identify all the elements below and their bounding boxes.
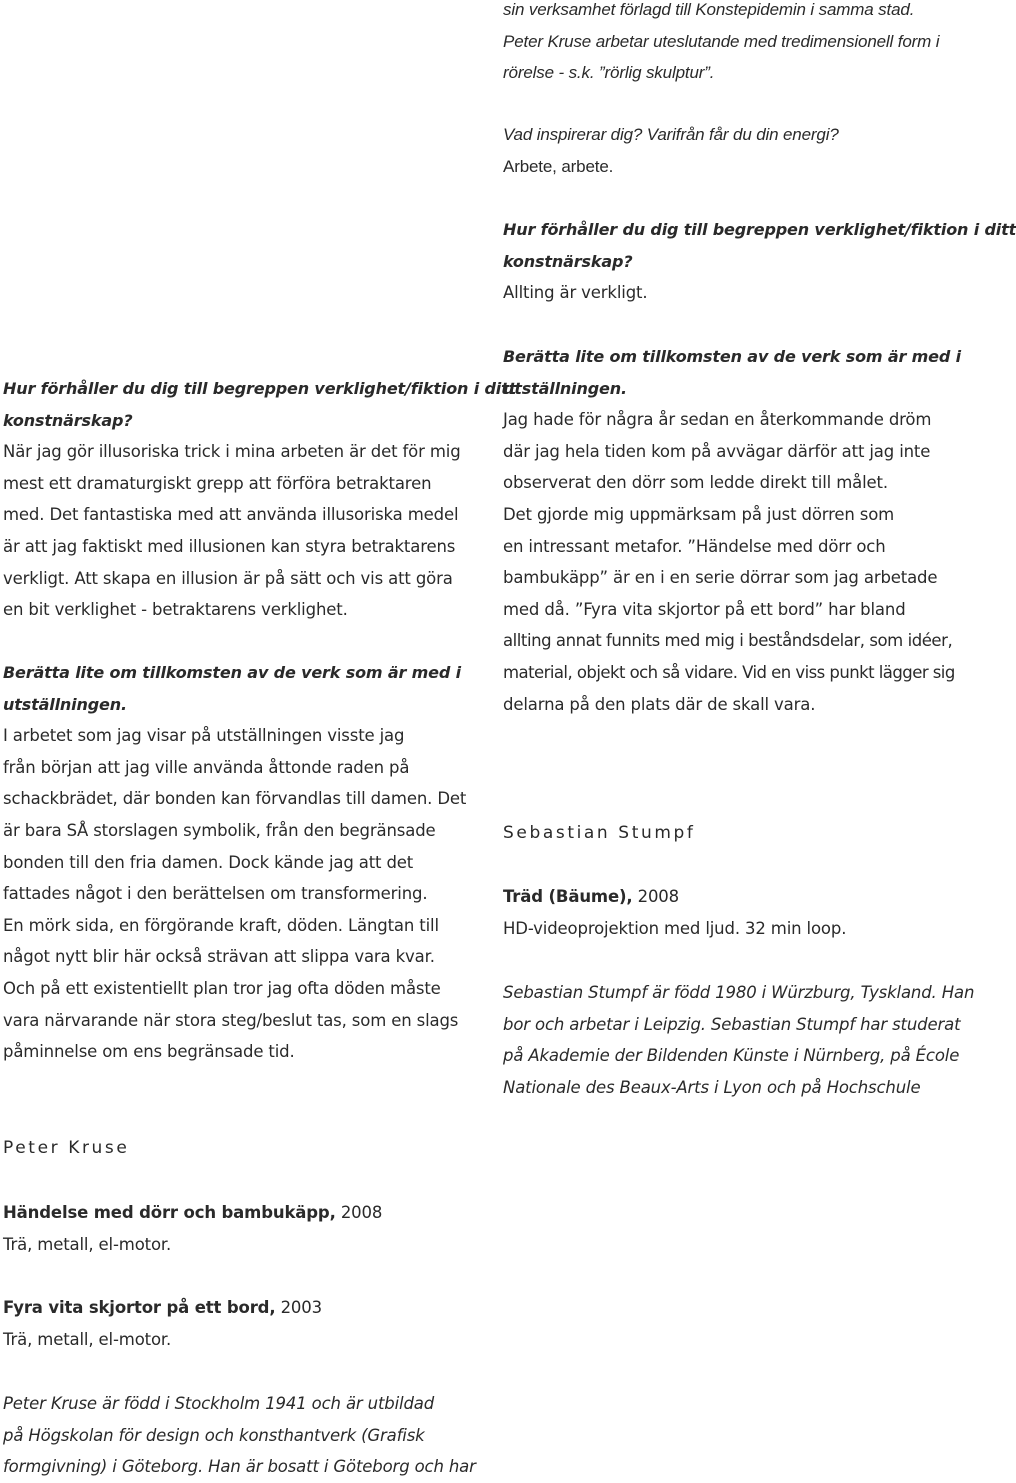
artwork-entry <box>3 1197 382 1260</box>
question-text: Vad inspirerar dig? Varifrån får du din energi? <box>503 125 839 144</box>
intro-line: Peter Kruse arbetar uteslutande med tredimensionell form i <box>503 31 940 51</box>
answer-line: En mörk sida, en förgörande kraft, döden. Längtan till <box>3 915 439 935</box>
bio-line: Peter Kruse är född i Stockholm 1941 och är utbildad <box>3 1394 435 1413</box>
question-text: Hur förhåller du dig till begreppen verklighet/fiktion i ditt <box>3 379 517 398</box>
answer-line: verkligt. Att skapa en illusion är på sätt och vis att göra <box>3 568 453 588</box>
answer-line: från början att jag ville använda åttonde raden på <box>3 757 410 777</box>
artwork-year: 2003 <box>275 1298 322 1317</box>
question-text: Berätta lite om tillkomsten av de verk som är med i <box>3 663 461 682</box>
answer-text: Arbete, arbete. <box>503 156 614 176</box>
answer-line: bonden till den fria damen. Dock kände jag att det <box>3 852 414 872</box>
answer-line: I arbetet som jag visar på utställningen visste jag <box>3 726 405 746</box>
artwork-year: 2008 <box>632 887 680 906</box>
left-interview-reality <box>3 373 516 626</box>
question-text: utställningen. <box>3 694 127 714</box>
bio-line: på Akademie der Bildenden Künste i Nürnberg, på École <box>503 1046 960 1066</box>
answer-line: en bit verklighet - betraktarens verklighet. <box>3 600 348 620</box>
answer-line: med. Det fantastiska med att använda illusoriska medel <box>3 505 459 525</box>
right-interview-works <box>503 341 961 720</box>
question-text: konstnärskap? <box>3 410 133 430</box>
answer-line: något nytt blir här också strävan att slippa vara kvar. <box>3 947 435 967</box>
answer-line: observerat den dörr som ledde direkt till målet. <box>503 473 888 493</box>
artwork-title-line <box>3 1292 322 1324</box>
answer-line: schackbrädet, där bonden kan förvandlas till damen. Det <box>3 789 467 809</box>
artwork-title: Händelse med dörr och bambukäpp, <box>3 1203 336 1222</box>
artist-heading-kruse <box>3 1133 129 1165</box>
answer-line: vara närvarande när stora steg/beslut tas, som en slags <box>3 1010 459 1030</box>
artwork-year: 2008 <box>335 1203 383 1222</box>
question-text: Hur förhåller du dig till begreppen verklighet/fiktion i ditt <box>503 220 1016 239</box>
bio-line: Sebastian Stumpf är född 1980 i Würzburg, Tyskland. Han <box>503 983 975 1002</box>
artist-name: Peter Kruse <box>3 1138 130 1158</box>
artist-bio-stumpf <box>503 977 974 1103</box>
artwork-entry-trad <box>503 881 846 944</box>
artwork-medium: HD-videoprojektion med ljud. 32 min loop. <box>503 918 847 938</box>
answer-line: När jag gör illusoriska trick i mina arbeten är det för mig <box>3 442 461 462</box>
answer-line: Det gjorde mig uppmärksam på just dörren som <box>503 504 895 524</box>
artwork-medium: Trä, metall, el-motor. <box>3 1234 172 1254</box>
top-right-section <box>503 0 939 89</box>
bio-line: formgivning) i Göteborg. Han är bosatt i Göteborg och har <box>3 1457 476 1477</box>
answer-line: är bara SÅ storslagen symbolik, från den begränsade <box>3 820 436 840</box>
interview-question-inspiration <box>503 119 839 182</box>
artwork-title-line <box>503 881 846 913</box>
artwork-title: Träd (Bäume), <box>503 887 633 906</box>
artist-heading-stumpf <box>503 818 695 850</box>
artwork-title: Fyra vita skjortor på ett bord, <box>3 1298 276 1317</box>
question-text: utställningen. <box>503 378 627 398</box>
answer-line: påminnelse om ens begränsade tid. <box>3 1042 295 1062</box>
bio-line: bor och arbetar i Leipzig. Sebastian Stumpf har studerat <box>503 1014 961 1034</box>
answer-line: är att jag faktiskt med illusionen kan styra betraktarens <box>3 536 456 556</box>
artist-bio-kruse <box>3 1388 476 1483</box>
answer-line: material, objekt och så vidare. Vid en viss punkt lägger sig <box>503 662 955 682</box>
artist-name: Sebastian Stumpf <box>503 823 696 843</box>
left-interview-works <box>3 657 466 1068</box>
answer-line: med då. ”Fyra vita skjortor på ett bord” har bland <box>503 599 906 619</box>
answer-line: en intressant metafor. ”Händelse med dörr och <box>503 536 886 556</box>
question-text: Berätta lite om tillkomsten av de verk som är med i <box>503 347 961 366</box>
bio-line: på Högskolan för design och konsthantverk (Grafisk <box>3 1425 425 1445</box>
answer-line: där jag hela tiden kom på avvägar därför att jag inte <box>503 441 931 461</box>
intro-line: sin verksamhet förlagd till Konstepidemin i samma stad. <box>503 0 915 19</box>
question-text: konstnärskap? <box>503 251 633 271</box>
answer-line: allting annat funnits med mig i beståndsdelar, som idéer, <box>503 631 953 651</box>
intro-line: rörelse - s.k. ”rörlig skulptur”. <box>503 63 715 83</box>
answer-text: Allting är verkligt. <box>503 283 648 303</box>
answer-line: bambukäpp” är en i en serie dörrar som jag arbetade <box>503 568 938 588</box>
bio-line: Nationale des Beaux-Arts i Lyon och på Hochschule <box>503 1077 921 1097</box>
artwork-entry <box>3 1292 322 1355</box>
answer-line: delarna på den plats där de skall vara. <box>503 694 816 714</box>
interview-question-reality <box>503 214 1016 309</box>
artwork-medium: Trä, metall, el-motor. <box>3 1329 172 1349</box>
answer-line: Jag hade för några år sedan en återkommande dröm <box>503 410 932 430</box>
answer-line: fattades något i den berättelsen om transformering. <box>3 884 428 904</box>
artwork-title-line <box>3 1197 382 1229</box>
answer-line: Och på ett existentiellt plan tror jag ofta döden måste <box>3 978 441 998</box>
answer-line: mest ett dramaturgiskt grepp att förföra betraktaren <box>3 473 432 493</box>
